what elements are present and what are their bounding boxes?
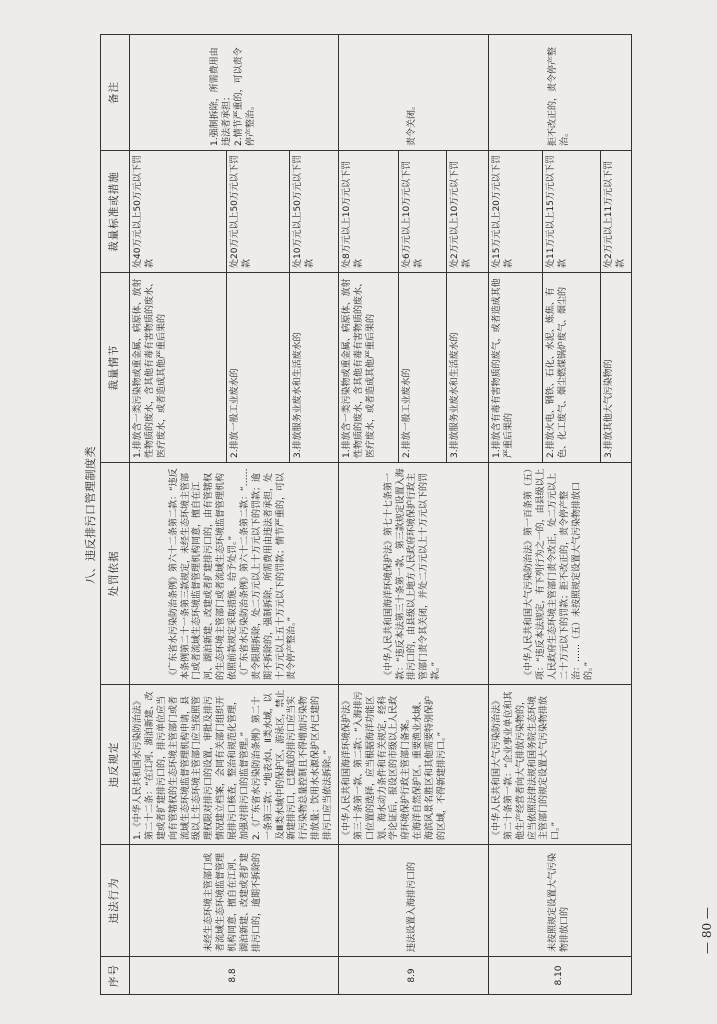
discretion-standard: 处8万元以上10万元以下罚款: [338, 151, 398, 273]
discretion-standard: 处2万元以上10万元以下罚款: [446, 151, 488, 273]
remarks: 拒不改正的，责令停产整治。: [488, 35, 631, 151]
violation-act: 未经生态环境主管部门或者流域生态环境监督管理机构同意，擅自在江河、湖泊新建、改建或者扩建排污口的，逾期不拆除的: [130, 845, 339, 957]
header-no: 序号: [101, 957, 130, 995]
remarks: 1.强制拆除，所需费用由违法者承担； 2.情节严重的，可以责令停产整治。: [130, 35, 339, 151]
discretion-standard: 处2万元以上11万元以下罚款: [600, 151, 631, 273]
discretion-circumstance: 3.排放其他大气污染物的: [600, 273, 631, 463]
table-body: [130, 35, 632, 995]
discretion-circumstance: 1.排放含一类污染物或重金属、病原体、放射性物质的废水，含其他有毒有害物质的废水、医疗废水，或者造成其他严重后果的: [338, 273, 398, 463]
discretion-standard: 处20万元以上50万元以下罚款: [226, 151, 290, 273]
header-std: 裁量标准或措施: [101, 151, 130, 273]
header-circ: 裁量情节: [101, 273, 130, 463]
violation-act: 违法设置入海排污口的: [338, 845, 488, 957]
section-title: 八、违反排污口管理制度类: [84, 446, 97, 584]
discretion-circumstance: 2.排放火电、钢铁、石化、水泥、炼焦、有色、化工废气、烟尘燃煤锅炉废气、烟尘的: [542, 273, 600, 463]
header-row: [101, 35, 130, 995]
table-row: [338, 35, 398, 995]
violated-regulation: 《中华人民共和国大气污染防治法》第二十条第一款：“企业事业单位和其他生产经营者向大气排放污染物的，应当依照法律法规和国务院生态环境主管部门的规定设置大气污染物排放口。”: [488, 685, 631, 845]
violation-act: 未按照规定设置大气污染物排放口的: [488, 845, 631, 957]
discretion-circumstance: 3.排放服务业废水和生活废水的: [446, 273, 488, 463]
discretion-standard: 处40万元以上50万元以下罚款: [130, 151, 227, 273]
penalty-basis: 《广东省水污染防治条例》第六十二条第二款：“违反本条例第二十一条第三款规定，未经生态环境主管部门或者流域生态环境监督管理机构同意，擅自在江河、湖泊新建、改建或者扩建排污口的，由有管辖权的生态环境主管部门或者流域生态环境监督管理机构依照前款规定采取措施、给予处罚。” 《广东省水污染防治条例》第六十二条第二款：“……责令限期拆除，处二万元以上十万元以下的罚款；逾期不拆除的，强制拆除，所需费用由违法者承担，处十万元以上五十万元以下的罚款；情节严重的，可以责令停产整治。”: [130, 463, 339, 685]
discretion-circumstance: 1.排放含有毒有害物质的废气，或者造成其他严重后果的: [488, 273, 542, 463]
table-row: [130, 35, 227, 995]
rotated-document: [82, 35, 692, 995]
discretion-standard: 处15万元以上20万元以下罚款: [488, 151, 542, 273]
discretion-standard: 处11万元以上15万元以下罚款: [542, 151, 600, 273]
discretion-circumstance: 2.排放一般工业废水的: [226, 273, 290, 463]
header-act: 违法行为: [101, 845, 130, 957]
discretion-standard: 处10万元以上50万元以下罚款: [290, 151, 338, 273]
discretion-standard: 处6万元以上10万元以下罚款: [398, 151, 446, 273]
penalty-basis: 《中华人民共和国大气污染防治法》第一百条第（五）项：“违反本法规定，有下列行为之一的，由县级以上人民政府生态环境主管部门责令改正，处二万元以上二十万元以下的罚款；拒不改正的，责令停产整治：……（五）未按照规定设置大气污染物排放口的。”: [488, 463, 631, 685]
row-number: 8.8: [130, 957, 339, 995]
row-number: 8.9: [338, 957, 488, 995]
header-reg: 违反规定: [101, 685, 130, 845]
violated-regulation: 《中华人民共和国海洋环境保护法》第三十条第一款、第二款：“入海排污口位置的选择，应当根据海洋功能区划、海水动力条件和有关规定，经科学论证后，报设区的市级以上人民政府环境保护行政主管部门备案。 在海洋自然保护区、重要渔业水域、海滨风景名胜区和其他需要特别保护的区域，不得新建排污口。”: [338, 685, 488, 845]
header-basis: 处罚依据: [101, 463, 130, 685]
header-note: 备注: [101, 35, 130, 151]
discretion-circumstance: 2.排放一般工业废水的: [398, 273, 446, 463]
page-number-text: — 80 —: [700, 907, 714, 954]
violated-regulation: 1.《中华人民共和国水污染防治法》第二十二条：“在江河、湖泊新建、改建或者扩建排污口的，排污单位应当向有管辖权的生态环境主管部门或者流域生态环境监督管理机构申请，县级以上生态环境主管部门应当按照管理权限对排污口的设置，审批及排污情况建立档案，会同有关部门组织开展排污口核查，整治和规范化管理，加强对排污口的监督管理。” 2.《广东省水污染防治条例》第二十一条第三款：“地表水Ⅰ、Ⅱ类水域，以及Ⅲ类水域中的保护区、游泳区，禁止新建排污口，已建成的排污口应当实行污染物总量控制且不得增加污染物排放量；饮用水水源保护区内已建的排污口应当依法拆除。”: [130, 685, 339, 845]
remarks: 责令关闭。: [338, 35, 488, 151]
discretion-circumstance: 3.排放服务业废水和生活废水的: [290, 273, 338, 463]
discretion-circumstance: 1.排放含一类污染物或重金属、病原体、放射性物质的废水，含其他有毒有害物质的废水、医疗废水，或者造成其他严重后果的: [130, 273, 227, 463]
page-number: [686, 884, 714, 1004]
table-row: [488, 35, 542, 995]
penalty-basis: 《中华人民共和国海洋环境保护法》第七十七条第一款：“违反本法第三十条第一款、第三款规定设置入海排污口的，由县级以上地方人民政府环境保护行政主管部门责令其关闭，并处二万元以上十万元以下的罚款。”: [338, 463, 488, 685]
row-number: 8.10: [488, 957, 631, 995]
penalty-table: [100, 34, 632, 995]
